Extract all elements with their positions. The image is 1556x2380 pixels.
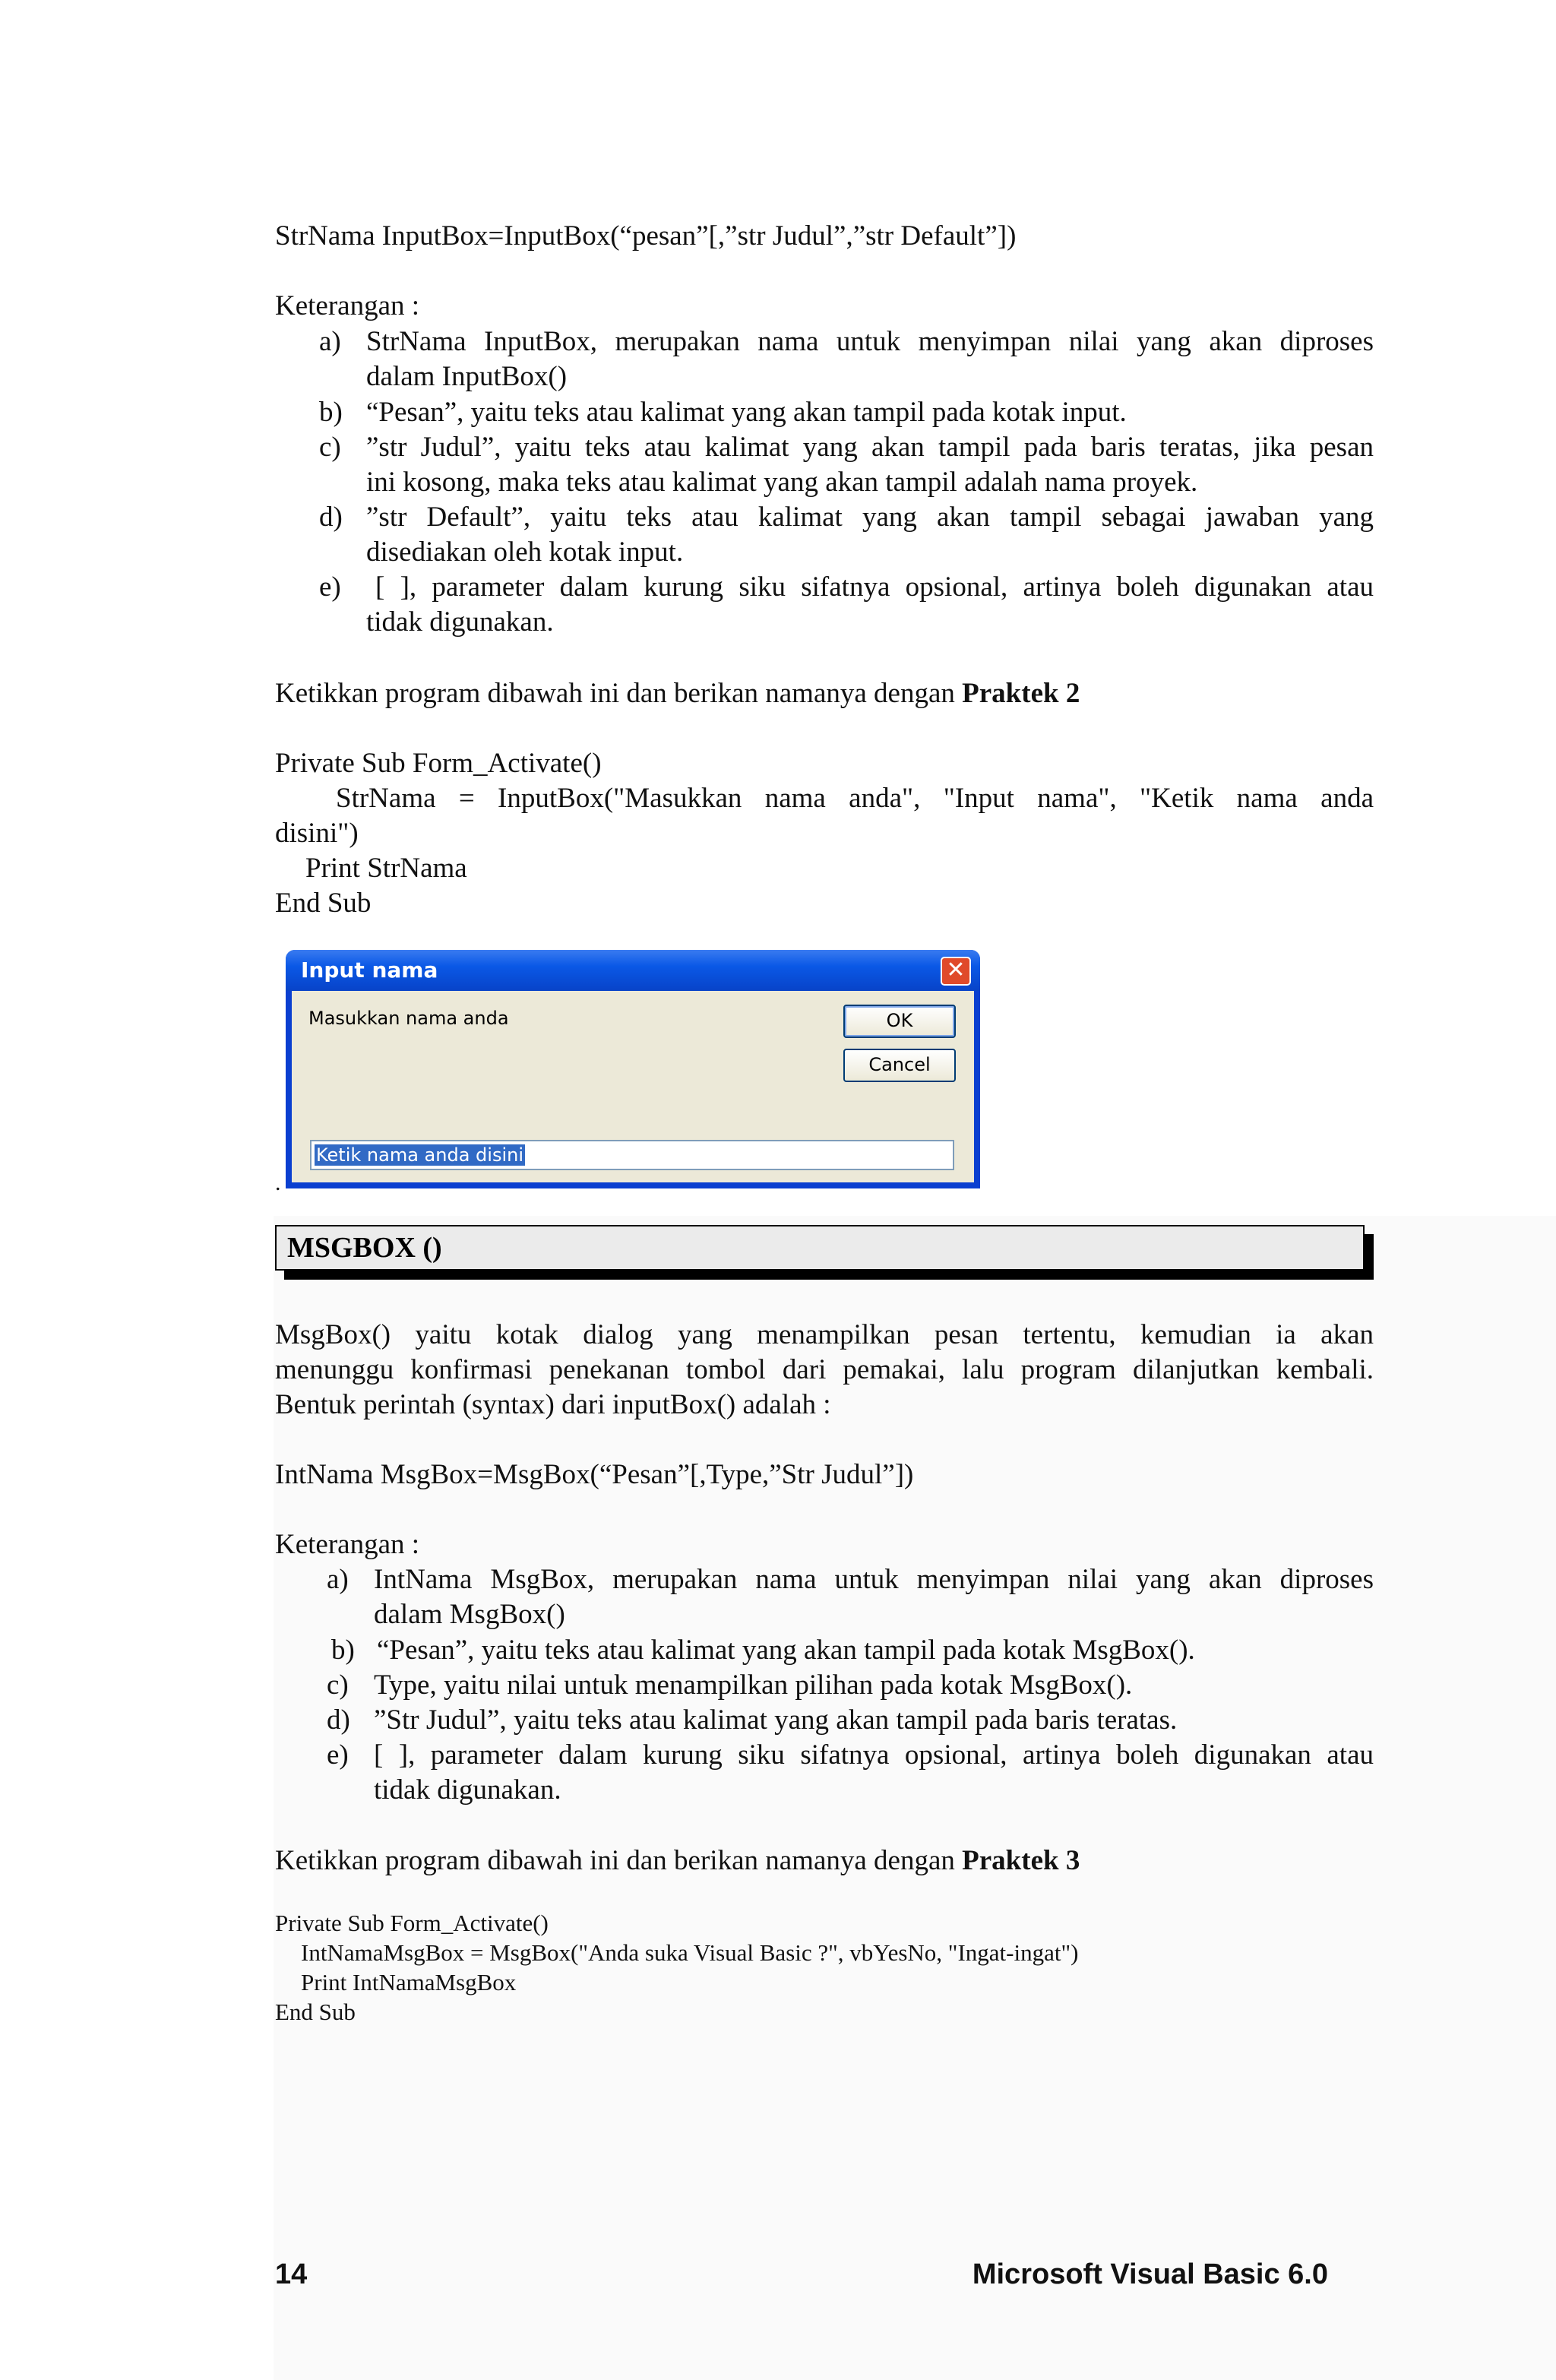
input-dialog — [286, 950, 980, 1188]
dialog-trailing-mark: . — [275, 1170, 281, 1195]
section-heading-box — [275, 1225, 1365, 1271]
item-label-a: a) — [319, 326, 341, 357]
item2-label-e: e) — [327, 1739, 349, 1771]
dialog-title: Input nama — [301, 957, 438, 983]
item-d-line-1: ”str Default”, yaitu teks atau kalimat yang akan tampil sebagai jawaban yang — [366, 502, 1374, 533]
dialog-prompt: Masukkan nama anda — [308, 1008, 509, 1029]
page-number: 14 — [275, 2258, 308, 2290]
item-d-line-2: disediakan oleh kotak input. — [366, 536, 684, 568]
keterangan-heading-2: Keterangan : — [275, 1529, 420, 1560]
keterangan-heading-1: Keterangan : — [275, 290, 420, 321]
item2-a-line-2: dalam MsgBox() — [374, 1599, 565, 1630]
item-label-e: e) — [319, 571, 341, 603]
item-label-b: b) — [319, 397, 343, 428]
msgbox-para-line-2: menunggu konfirmasi penekanan tombol dari pemakai, lalu program dilanjutkan kembali. — [275, 1354, 1374, 1385]
instruction-praktek-2: Ketikkan program dibawah ini dan berikan namanya dengan Praktek 2 — [275, 678, 1080, 709]
instruction-praktek-3: Ketikkan program dibawah ini dan berikan namanya dengan Praktek 3 — [275, 1845, 1080, 1876]
code-1-line-1: Private Sub Form_Activate() — [275, 748, 602, 779]
item2-c-line-1: Type, yaitu nilai untuk menampilkan pilihan pada kotak MsgBox(). — [374, 1669, 1133, 1701]
item2-e-line-2: tidak digunakan. — [374, 1774, 561, 1806]
code-2-line-4: End Sub — [275, 1999, 356, 2025]
code-1-line-4: Print StrNama — [305, 853, 467, 884]
code-1-line-5: End Sub — [275, 888, 372, 919]
book-title: Microsoft Visual Basic 6.0 — [972, 2258, 1328, 2290]
item2-b-line-1: “Pesan”, yaitu teks atau kalimat yang akan tampil pada kotak MsgBox(). — [377, 1635, 1195, 1666]
code-2-line-3: Print IntNamaMsgBox — [301, 1969, 517, 1995]
item2-label-a: a) — [327, 1564, 349, 1595]
item-b-line-1: “Pesan”, yaitu teks atau kalimat yang akan tampil pada kotak input. — [366, 397, 1127, 428]
close-icon[interactable]: ✕ — [941, 957, 971, 986]
item2-e-line-1: [ ], parameter dalam kurung siku sifatnya opsional, artinya boleh digunakan atau — [374, 1739, 1374, 1771]
msgbox-para-line-1: MsgBox() yaitu kotak dialog yang menampilkan pesan tertentu, kemudian ia akan — [275, 1319, 1374, 1350]
item-e-line-2: tidak digunakan. — [366, 606, 554, 638]
msgbox-para-line-3: Bentuk perintah (syntax) dari inputBox() adalah : — [275, 1389, 831, 1420]
section-heading: MSGBOX () — [287, 1232, 442, 1264]
item2-a-line-1: IntNama MsgBox, merupakan nama untuk menyimpan nilai yang akan diproses — [374, 1564, 1374, 1595]
item-e-line-1: [ ], parameter dalam kurung siku sifatnya opsional, artinya boleh digunakan atau — [375, 571, 1374, 603]
item2-d-line-1: ”Str Judul”, yaitu teks atau kalimat yang akan tampil pada baris teratas. — [374, 1704, 1178, 1736]
item2-label-b: b) — [331, 1635, 355, 1666]
code-1-line-2: StrNama = InputBox("Masukkan nama anda", "Input nama", "Ketik nama anda — [336, 783, 1374, 814]
item-c-line-2: ini kosong, maka teks atau kalimat yang akan tampil adalah nama proyek. — [366, 467, 1198, 498]
dialog-body — [292, 991, 974, 1182]
inputbox-syntax: StrNama InputBox=InputBox(“pesan”[,”str Judul”,”str Default”]) — [275, 220, 1017, 252]
dialog-input-value: Ketik nama anda disini — [316, 1144, 523, 1166]
item-label-d: d) — [319, 502, 343, 533]
code-1-line-3: disini") — [275, 818, 359, 849]
item-a-line-1: StrNama InputBox, merupakan nama untuk menyimpan nilai yang akan diproses — [366, 326, 1374, 357]
dialog-title-bar — [286, 950, 980, 991]
item2-label-c: c) — [327, 1669, 349, 1701]
msgbox-syntax: IntNama MsgBox=MsgBox(“Pesan”[,Type,”Str Judul”]) — [275, 1459, 914, 1490]
cancel-button[interactable]: Cancel — [843, 1049, 956, 1082]
item-c-line-1: ”str Judul”, yaitu teks atau kalimat yang akan tampil pada baris teratas, jika pesan — [366, 432, 1374, 463]
item-label-c: c) — [319, 432, 341, 463]
code-2-line-1: Private Sub Form_Activate() — [275, 1910, 549, 1936]
dialog-input-field[interactable] — [310, 1140, 954, 1170]
ok-button[interactable]: OK — [843, 1005, 956, 1038]
item2-label-d: d) — [327, 1704, 350, 1736]
item-a-line-2: dalam InputBox() — [366, 361, 568, 392]
code-2-line-2: IntNamaMsgBox = MsgBox("Anda suka Visual Basic ?", vbYesNo, "Ingat-ingat") — [301, 1939, 1079, 1966]
